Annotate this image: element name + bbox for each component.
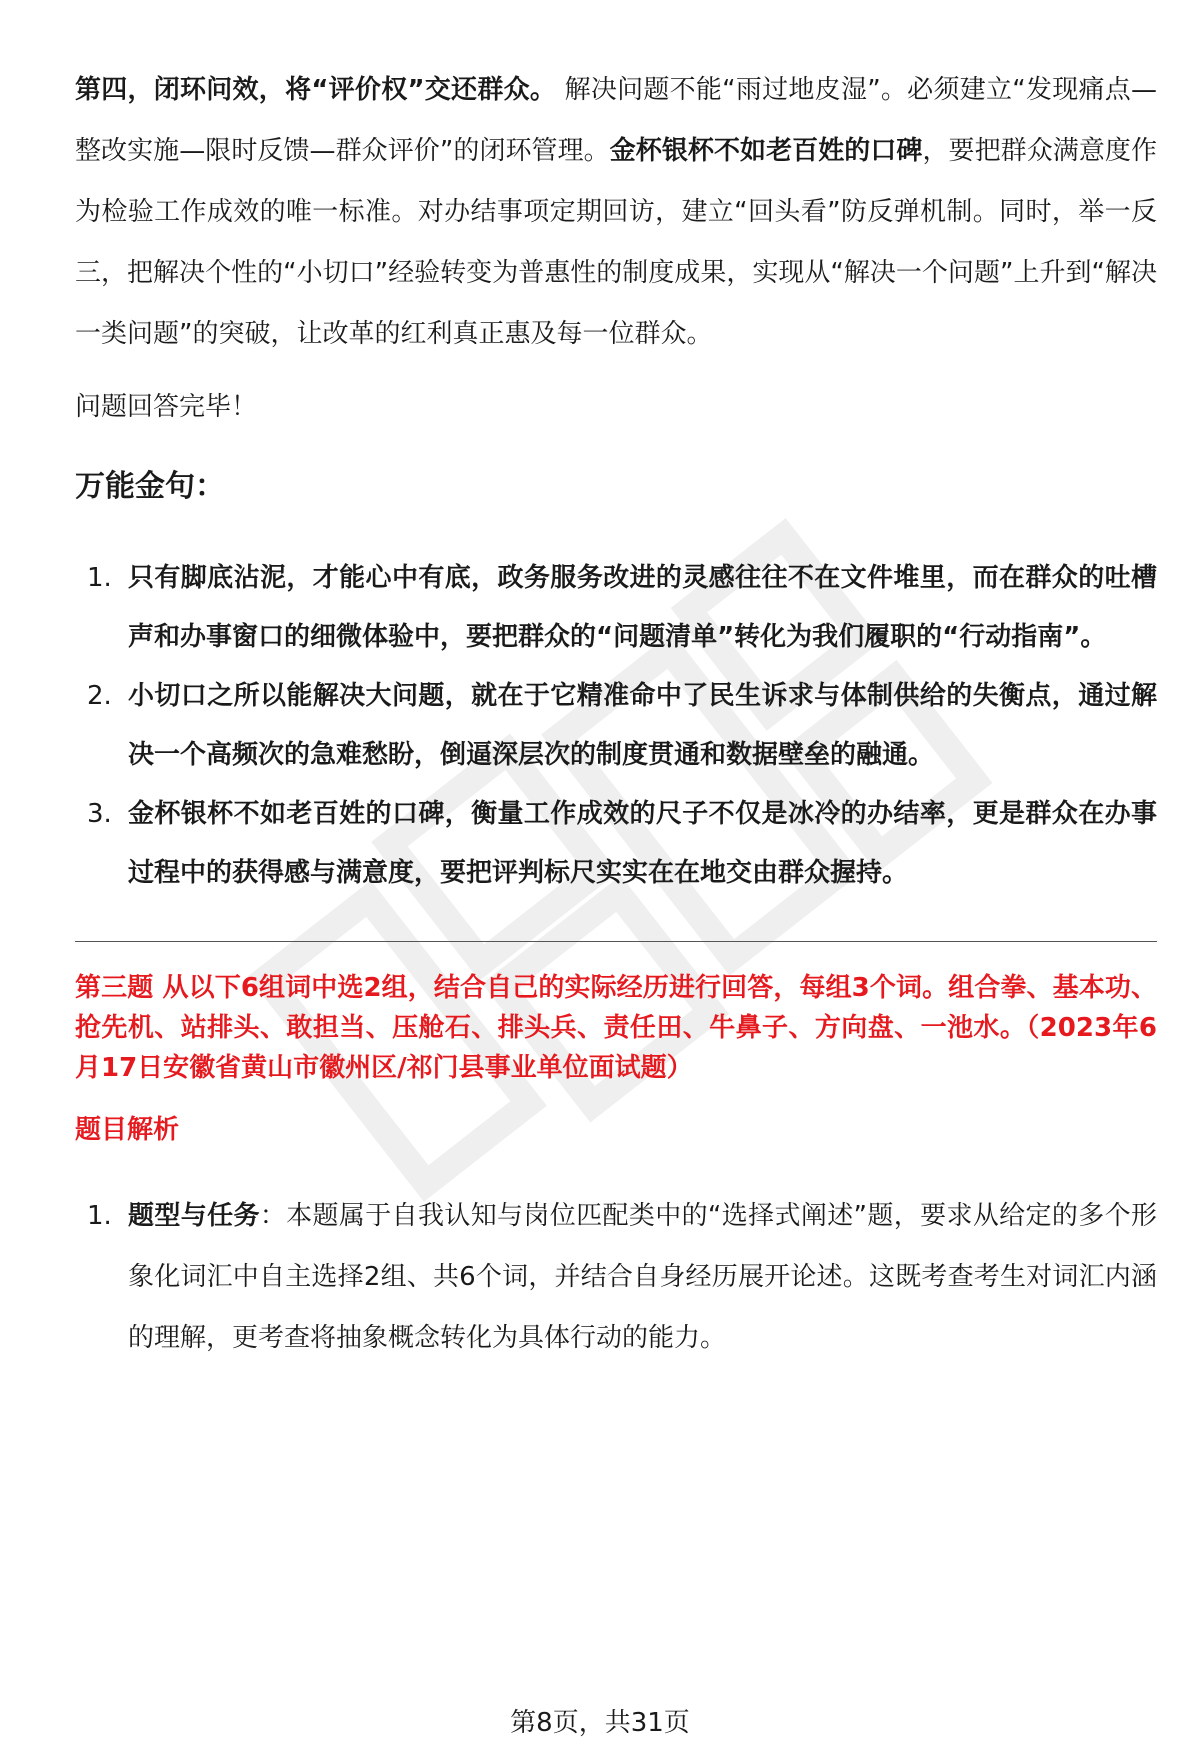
golden-quote-item — [75, 785, 1157, 903]
answer-complete-text: 问题回答完毕！ — [75, 392, 258, 422]
golden-quote-item — [75, 667, 1157, 785]
golden-quote-text: 金杯银杯不如老百姓的口碑，衡量工作成效的尺子不仅是冰冷的办结率，更是群众在办事过程中的获得感与满意度，要把评判标尺实实在在地交由群众握持。 — [128, 799, 1157, 888]
golden-quote-text: 小切口之所以能解决大问题，就在于它精准命中了民生诉求与体制供给的失衡点，通过解决一个高频次的急难愁盼，倒逼深层次的制度贯通和数据壁垒的融通。 — [128, 681, 1157, 770]
list-number: 2. — [87, 681, 112, 711]
analysis-heading: 题目解析 — [75, 1115, 180, 1145]
golden-quotes-heading: 万能金句： — [75, 469, 225, 504]
list-number: 3. — [87, 799, 112, 829]
section-four-text-2: ，要把群众满意度作为检验工作成效的唯一标准。对办结事项定期回访，建立“回头看”防反弹机制。同时，举一反三，把解决个性的“小切口”经验转变为普惠性的制度成果，实现从“解决一个问题”上升到“解决一类问题”的突破，让改革的红利真正惠及每一位群众。 — [75, 136, 1157, 349]
golden-quote-item — [75, 549, 1157, 667]
analysis-item-text: ：本题属于自我认知与岗位匹配类中的“选择式阐述”题，要求从给定的多个形象化词汇中自主选择2组、共6个词，并结合自身经历展开论述。这既考查考生对词汇内涵的理解，更考查将抽象概念转化为具体行动的能力。 — [128, 1201, 1157, 1353]
list-number: 1. — [87, 563, 112, 593]
section-four-paragraph — [75, 60, 1157, 365]
section-divider — [75, 941, 1157, 942]
golden-quotes-list — [75, 549, 1157, 903]
section-four-lead: 第四，闭环问效，将“评价权”交还群众。 — [75, 75, 557, 105]
analysis-item-label: 题型与任务 — [128, 1201, 260, 1231]
list-number: 1. — [87, 1201, 112, 1231]
section-four-text-1: 解决问题不能“雨过地皮湿”。必须建立“发现痛点—整改实施—限时反馈—群众评价”的闭环管理。 — [75, 75, 1157, 166]
section-four-emphasis: 金杯银杯不如老百姓的口碑 — [609, 136, 923, 166]
question-three-prompt: 第三题 从以下6组词中选2组，结合自己的实际经历进行回答，每组3个词。组合拳、基本功、抢先机、站排头、敢担当、压舱石、排头兵、责任田、牛鼻子、方向盘、一池水。（2023年6月17日安徽省黄山市徽州区/祁门县事业单位面试题） — [75, 973, 1157, 1083]
page-footer: 第8页，共31页 — [510, 1708, 690, 1738]
golden-quote-text: 只有脚底沾泥，才能心中有底，政务服务改进的灵感往往不在文件堆里，而在群众的吐槽声和办事窗口的细微体验中，要把群众的“问题清单”转化为我们履职的“行动指南”。 — [128, 563, 1157, 652]
analysis-item — [75, 1186, 1157, 1369]
analysis-list — [75, 1186, 1157, 1369]
content-area — [75, 60, 1157, 1369]
